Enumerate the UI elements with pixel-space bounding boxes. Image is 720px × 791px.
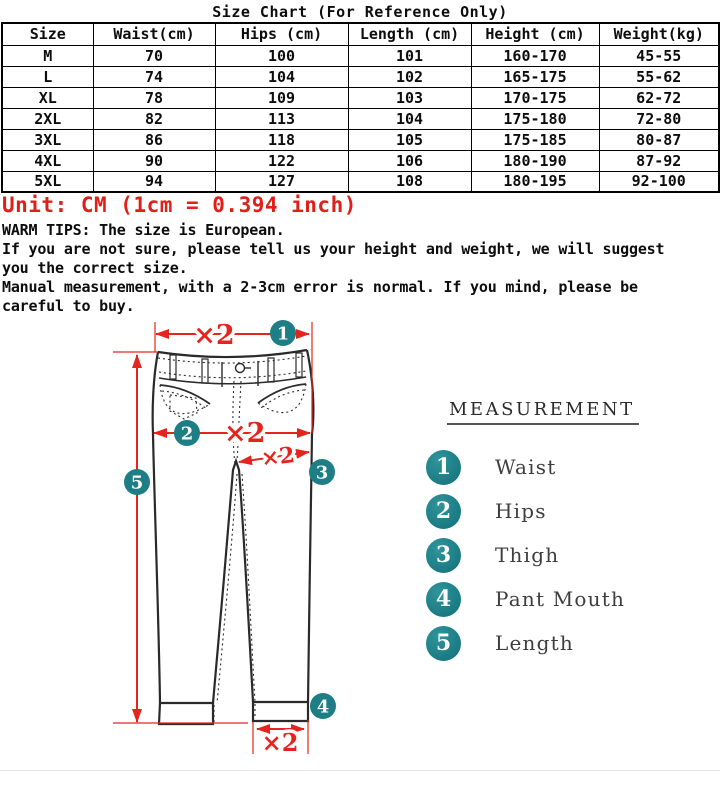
table-header-row <box>2 23 719 45</box>
table-row <box>2 87 719 108</box>
table-row <box>2 171 719 192</box>
table-cell: 170-175 <box>471 87 599 108</box>
legend-label: Length <box>495 631 574 655</box>
table-cell: 175-185 <box>471 129 599 150</box>
table-cell: 175-180 <box>471 108 599 129</box>
notes-block <box>2 221 718 316</box>
legend-item-thigh <box>426 533 625 577</box>
table-cell: 4XL <box>2 150 93 171</box>
table-cell: 102 <box>348 66 471 87</box>
note-line: Manual measurement, with a 2-3cm error is normal. If you mind, please be <box>2 278 638 296</box>
pants-drawing <box>153 350 314 724</box>
legend-label: Hips <box>495 499 547 523</box>
table-cell: 62-72 <box>599 87 719 108</box>
header-waist: Waist(cm) <box>93 23 215 45</box>
table-row <box>2 66 719 87</box>
legend-item-pant-mouth <box>426 577 625 621</box>
table-row <box>2 150 719 171</box>
page-title: Size Chart (For Reference Only) <box>212 3 508 21</box>
table-cell: L <box>2 66 93 87</box>
table-cell: 80-87 <box>599 129 719 150</box>
table-cell: 92-100 <box>599 171 719 192</box>
hips-x2-label: ×2 <box>224 418 266 449</box>
marker-num-mouth: 4 <box>316 696 330 718</box>
table-cell: 113 <box>215 108 348 129</box>
legend-num-circle: 4 <box>426 582 461 617</box>
table-cell: 45-55 <box>599 45 719 66</box>
table-cell: 108 <box>348 171 471 192</box>
marker-num-waist: 1 <box>276 323 290 345</box>
legend-num-circle: 2 <box>426 494 461 529</box>
table-cell: 106 <box>348 150 471 171</box>
table-cell: 2XL <box>2 108 93 129</box>
thigh-x2-label: ×2 <box>259 442 297 472</box>
header-hips: Hips (cm) <box>215 23 348 45</box>
header-length: Length (cm) <box>348 23 471 45</box>
legend-title: MEASUREMENT <box>447 399 639 425</box>
legend-num-circle: 3 <box>426 538 461 573</box>
table-cell: XL <box>2 87 93 108</box>
header-height: Height (cm) <box>471 23 599 45</box>
header-weight: Weight(kg) <box>599 23 719 45</box>
table-cell: 5XL <box>2 171 93 192</box>
table-cell: 118 <box>215 129 348 150</box>
legend-items <box>426 445 625 665</box>
table-row <box>2 45 719 66</box>
table-cell: 55-62 <box>599 66 719 87</box>
table-cell: 180-190 <box>471 150 599 171</box>
table-cell: 74 <box>93 66 215 87</box>
legend-label: Thigh <box>495 543 560 567</box>
table-cell: 70 <box>93 45 215 66</box>
table-cell: 3XL <box>2 129 93 150</box>
note-line: WARM TIPS: The size is European. <box>2 221 285 239</box>
note-line: you the correct size. <box>2 259 188 277</box>
note-line: If you are not sure, please tell us your height and weight, we will suggest <box>2 240 665 258</box>
marker-num-length: 5 <box>130 472 144 494</box>
table-cell: 103 <box>348 87 471 108</box>
table-cell: 109 <box>215 87 348 108</box>
legend-item-length <box>426 621 625 665</box>
note-line: careful to buy. <box>2 297 135 315</box>
table-cell: 78 <box>93 87 215 108</box>
table-cell: 104 <box>348 108 471 129</box>
table-cell: 87-92 <box>599 150 719 171</box>
table-cell: 122 <box>215 150 348 171</box>
header-size: Size <box>2 23 93 45</box>
marker-num-hips: 2 <box>180 423 194 445</box>
table-cell: 100 <box>215 45 348 66</box>
table-cell: 101 <box>348 45 471 66</box>
table-cell: 105 <box>348 129 471 150</box>
table-cell: 86 <box>93 129 215 150</box>
bottom-divider <box>0 770 720 771</box>
legend-num-circle: 5 <box>426 626 461 661</box>
table-row <box>2 129 719 150</box>
waist-x2-label: ×2 <box>193 320 235 351</box>
table-cell: 94 <box>93 171 215 192</box>
legend-num-circle: 1 <box>426 450 461 485</box>
size-chart-table <box>1 22 720 193</box>
legend-label: Pant Mouth <box>495 587 626 611</box>
legend-label: Waist <box>495 455 557 479</box>
table-cell: 72-80 <box>599 108 719 129</box>
marker-num-thigh: 3 <box>315 462 329 484</box>
measurement-marks <box>113 322 312 754</box>
mouth-x2-label: ×2 <box>261 728 299 757</box>
table-cell: 180-195 <box>471 171 599 192</box>
legend-item-hips <box>426 489 625 533</box>
table-cell: 127 <box>215 171 348 192</box>
unit-note: Unit: CM (1cm = 0.394 inch) <box>2 193 357 217</box>
table-cell: 160-170 <box>471 45 599 66</box>
table-cell: M <box>2 45 93 66</box>
table-cell: 90 <box>93 150 215 171</box>
table-row <box>2 108 719 129</box>
legend-item-waist <box>426 445 625 489</box>
table-cell: 165-175 <box>471 66 599 87</box>
table-cell: 82 <box>93 108 215 129</box>
table-cell: 104 <box>215 66 348 87</box>
